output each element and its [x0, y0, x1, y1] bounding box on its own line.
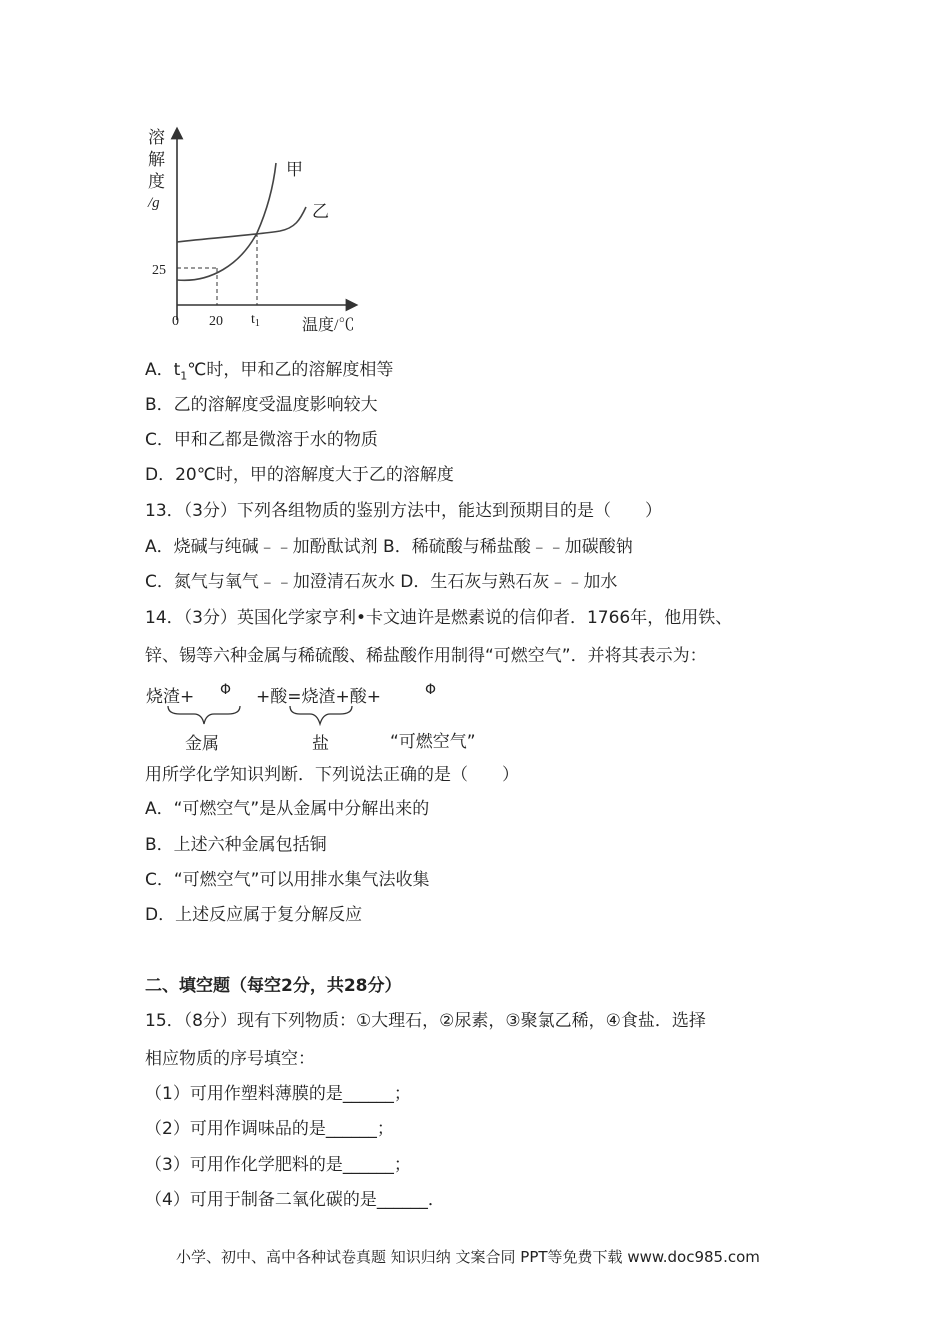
q14-stem-line1: 14．（3分）英国化学家亨利•卡文迪许是燃素说的信仰者．1766年，他用铁、 [145, 608, 733, 628]
q12-option-b: B．乙的溶解度受温度影响较大 [145, 395, 378, 415]
q12-option-a [145, 359, 393, 387]
brace-salt [290, 706, 352, 724]
q12-option-d: D．20℃时，甲的溶解度大于乙的溶解度 [145, 465, 454, 485]
q14-stem-line2: 锌、锡等六种金属与稀硫酸、稀盐酸作用制得“可燃空气”．并将其表示为： [145, 646, 707, 666]
q14-stem-line3: 用所学化学知识判断．下列说法正确的是（ ） [145, 765, 519, 785]
curve-yi [177, 207, 306, 242]
brace-metal [168, 706, 240, 724]
solubility-chart [140, 125, 380, 340]
axis-y-char-1: 溶 [148, 128, 165, 147]
equation-part-1: 烧渣+ [146, 687, 195, 707]
q14-option-a: A．“可燃空气”是从金属中分解出来的 [145, 799, 430, 819]
q13-options-cd: C．氮气与氧气﹣﹣加澄清石灰水 D．生石灰与熟石灰﹣﹣加水 [145, 572, 618, 592]
q12-option-a-post: ℃时，甲和乙的溶解度相等 [187, 360, 394, 380]
equation-phi-1: Φ [220, 682, 232, 698]
q15-item-3: （3）可用作化学肥料的是______； [145, 1155, 411, 1175]
curve-jia [177, 163, 276, 280]
q12-option-c: C．甲和乙都是微溶于水的物质 [145, 430, 378, 450]
q15-stem-line1: 15．（8分）现有下列物质：①大理石，②尿素，③聚氯乙稀，④食盐．选择 [145, 1011, 706, 1031]
tick-label-t1-sub: 1 [254, 318, 260, 329]
q14-option-d: D．上述反应属于复分解反应 [145, 905, 363, 925]
q15-item-1: （1）可用作塑料薄膜的是______； [145, 1084, 411, 1104]
q14-option-c: C．“可燃空气”可以用排水集气法收集 [145, 870, 430, 890]
brace-label-salt: 盐 [312, 734, 329, 754]
q14-option-b: B．上述六种金属包括铜 [145, 835, 327, 855]
q15-item-4: （4）可用于制备二氧化碳的是______． [145, 1190, 445, 1210]
tick-label-25: 25 [152, 263, 166, 278]
axis-y-char-3: 度 [148, 172, 165, 191]
tick-label-origin: 0 [172, 314, 179, 329]
axis-x-label: 温度/℃ [302, 317, 355, 334]
section-2-heading: 二、填空题（每空2分，共28分） [145, 976, 402, 996]
equation-braces [140, 704, 380, 730]
axis-y-char-2: 解 [148, 150, 165, 169]
equation-part-2: +酸=烧渣+酸+ [256, 687, 381, 707]
curve-label-jia: 甲 [286, 160, 303, 179]
q13-stem: 13．（3分）下列各组物质的鉴别方法中，能达到预期目的是（ ） [145, 501, 662, 521]
brace-label-metal: 金属 [185, 734, 219, 754]
q12-option-a-sub: 1 [180, 369, 188, 383]
equation-phi-2: Φ [425, 682, 437, 698]
q12-option-a-pre: A．t [145, 360, 181, 380]
tick-label-t1-main: t [251, 312, 255, 327]
axis-y-unit: /g [148, 195, 160, 211]
q13-options-ab: A．烧碱与纯碱﹣﹣加酚酞试剂 B．稀硫酸与稀盐酸﹣﹣加碳酸钠 [145, 537, 633, 557]
curve-label-yi: 乙 [312, 202, 329, 221]
q15-stem-line2: 相应物质的序号填空： [145, 1049, 315, 1069]
brace-label-gas: “可燃空气” [390, 732, 476, 752]
page-footer: 小学、初中、高中各种试卷真题 知识归纳 文案合同 PPT等免费下载 www.doc985.com [176, 1248, 760, 1266]
tick-label-t1 [251, 312, 260, 329]
q15-item-2: （2）可用作调味品的是______； [145, 1119, 394, 1139]
tick-label-20: 20 [209, 314, 223, 329]
